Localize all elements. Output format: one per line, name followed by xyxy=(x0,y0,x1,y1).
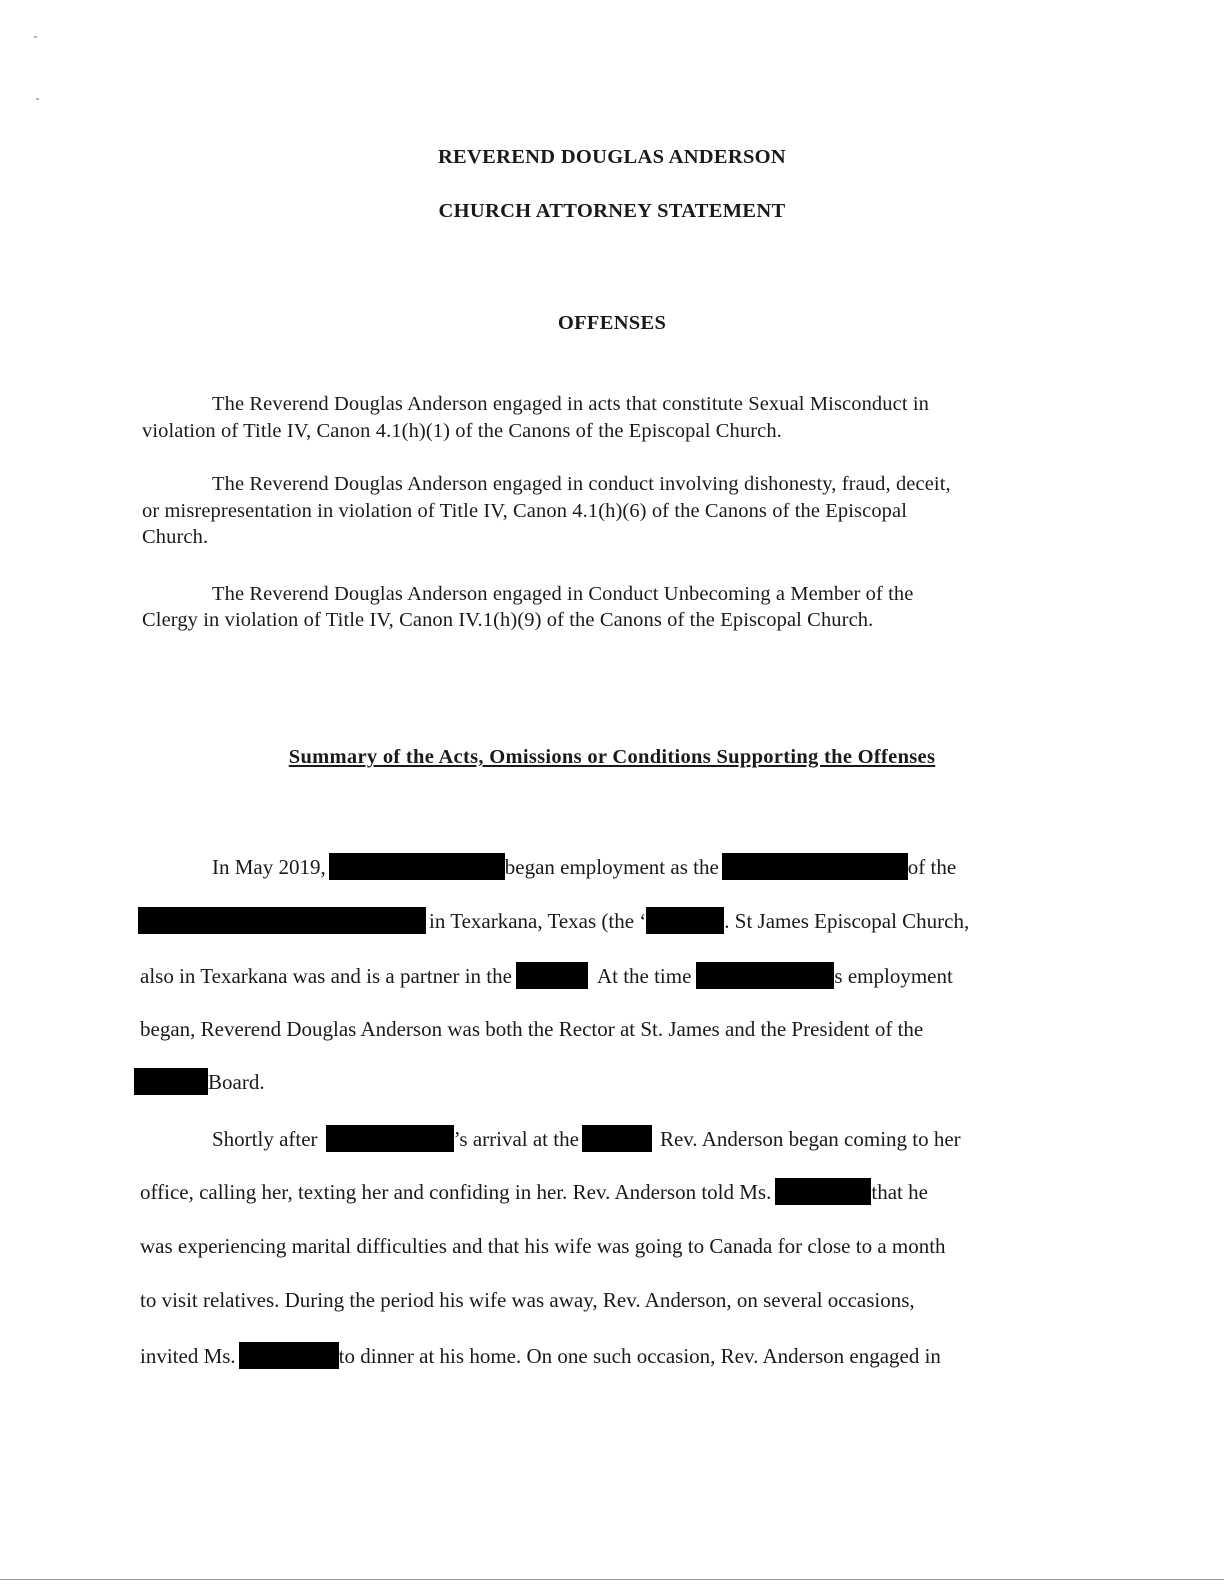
redaction-bar xyxy=(326,1125,454,1152)
redaction-bar xyxy=(722,853,908,880)
redaction-bar xyxy=(582,1125,652,1152)
redaction-bar xyxy=(696,962,834,989)
redaction-bar xyxy=(239,1342,339,1369)
summary-para-2-line-3: was experiencing marital difficulties and that his wife was going to Canada for close to a month xyxy=(140,1234,946,1258)
text-fragment: Shortly after xyxy=(212,1127,318,1151)
redaction-bar xyxy=(516,962,588,989)
text-fragment: In May 2019, xyxy=(212,855,326,879)
offense-1-line-1: The Reverend Douglas Anderson engaged in acts that constitute Sexual Misconduct in xyxy=(212,393,929,415)
scan-speck xyxy=(34,36,37,38)
redaction-bar xyxy=(775,1178,871,1205)
summary-para-2-line-4: to visit relatives. During the period his wife was away, Rev. Anderson, on several occasions, xyxy=(140,1288,915,1312)
text-fragment: office, calling her, texting her and confiding in her. Rev. Anderson told Ms. xyxy=(140,1180,772,1204)
summary-para-1-line-2 xyxy=(138,907,969,934)
text-fragment: Rev. Anderson began coming to her xyxy=(659,1127,961,1151)
text-fragment: of the xyxy=(907,855,957,879)
offense-2-line-1: The Reverend Douglas Anderson engaged in conduct involving dishonesty, fraud, deceit, xyxy=(212,473,951,495)
offense-1-line-2: violation of Title IV, Canon 4.1(h)(1) of the Canons of the Episcopal Church. xyxy=(142,420,782,442)
offense-3-line-2: Clergy in violation of Title IV, Canon IV.1(h)(9) of the Canons of the Episcopal Church. xyxy=(142,609,874,631)
summary-heading: Summary of the Acts, Omissions or Conditions Supporting the Offenses xyxy=(288,746,936,768)
offense-3-line-1: The Reverend Douglas Anderson engaged in Conduct Unbecoming a Member of the xyxy=(212,583,914,605)
text-fragment: At the time xyxy=(596,964,692,988)
redaction-bar xyxy=(138,907,426,934)
offense-2-line-3: Church. xyxy=(142,526,209,548)
text-fragment: ’s arrival at the xyxy=(453,1127,579,1151)
text-fragment: that he xyxy=(871,1180,928,1204)
scan-speck xyxy=(36,98,39,100)
summary-para-1-line-4: began, Reverend Douglas Anderson was both the Rector at St. James and the President of the xyxy=(140,1017,924,1041)
summary-para-2-line-1 xyxy=(212,1125,961,1152)
summary-para-1-line-3 xyxy=(140,962,953,989)
summary-para-2-line-5 xyxy=(140,1342,941,1369)
summary-para-1-line-5 xyxy=(134,1068,265,1095)
text-fragment: s employment xyxy=(834,964,953,988)
redaction-bar xyxy=(134,1068,208,1095)
summary-para-1-line-1 xyxy=(212,853,956,880)
text-fragment: began employment as the xyxy=(504,855,719,879)
offenses-heading: OFFENSES xyxy=(557,312,667,334)
text-fragment: in Texarkana, Texas (the ‘ xyxy=(429,909,647,933)
document-subtitle: CHURCH ATTORNEY STATEMENT xyxy=(438,200,786,222)
text-fragment: . St James Episcopal Church, xyxy=(724,909,970,933)
redaction-bar xyxy=(329,853,505,880)
text-fragment: to dinner at his home. On one such occasion, Rev. Anderson engaged in xyxy=(338,1344,941,1368)
document-title: REVEREND DOUGLAS ANDERSON xyxy=(437,146,787,168)
text-fragment: Board. xyxy=(208,1070,265,1094)
redaction-bar xyxy=(646,907,724,934)
text-fragment: invited Ms. xyxy=(140,1344,236,1368)
offense-2-line-2: or misrepresentation in violation of Title IV, Canon 4.1(h)(6) of the Canons of the Episcopal xyxy=(142,500,908,522)
page-bottom-edge xyxy=(0,1579,1224,1580)
text-fragment: also in Texarkana was and is a partner in the xyxy=(140,964,512,988)
summary-para-2-line-2 xyxy=(140,1178,928,1205)
